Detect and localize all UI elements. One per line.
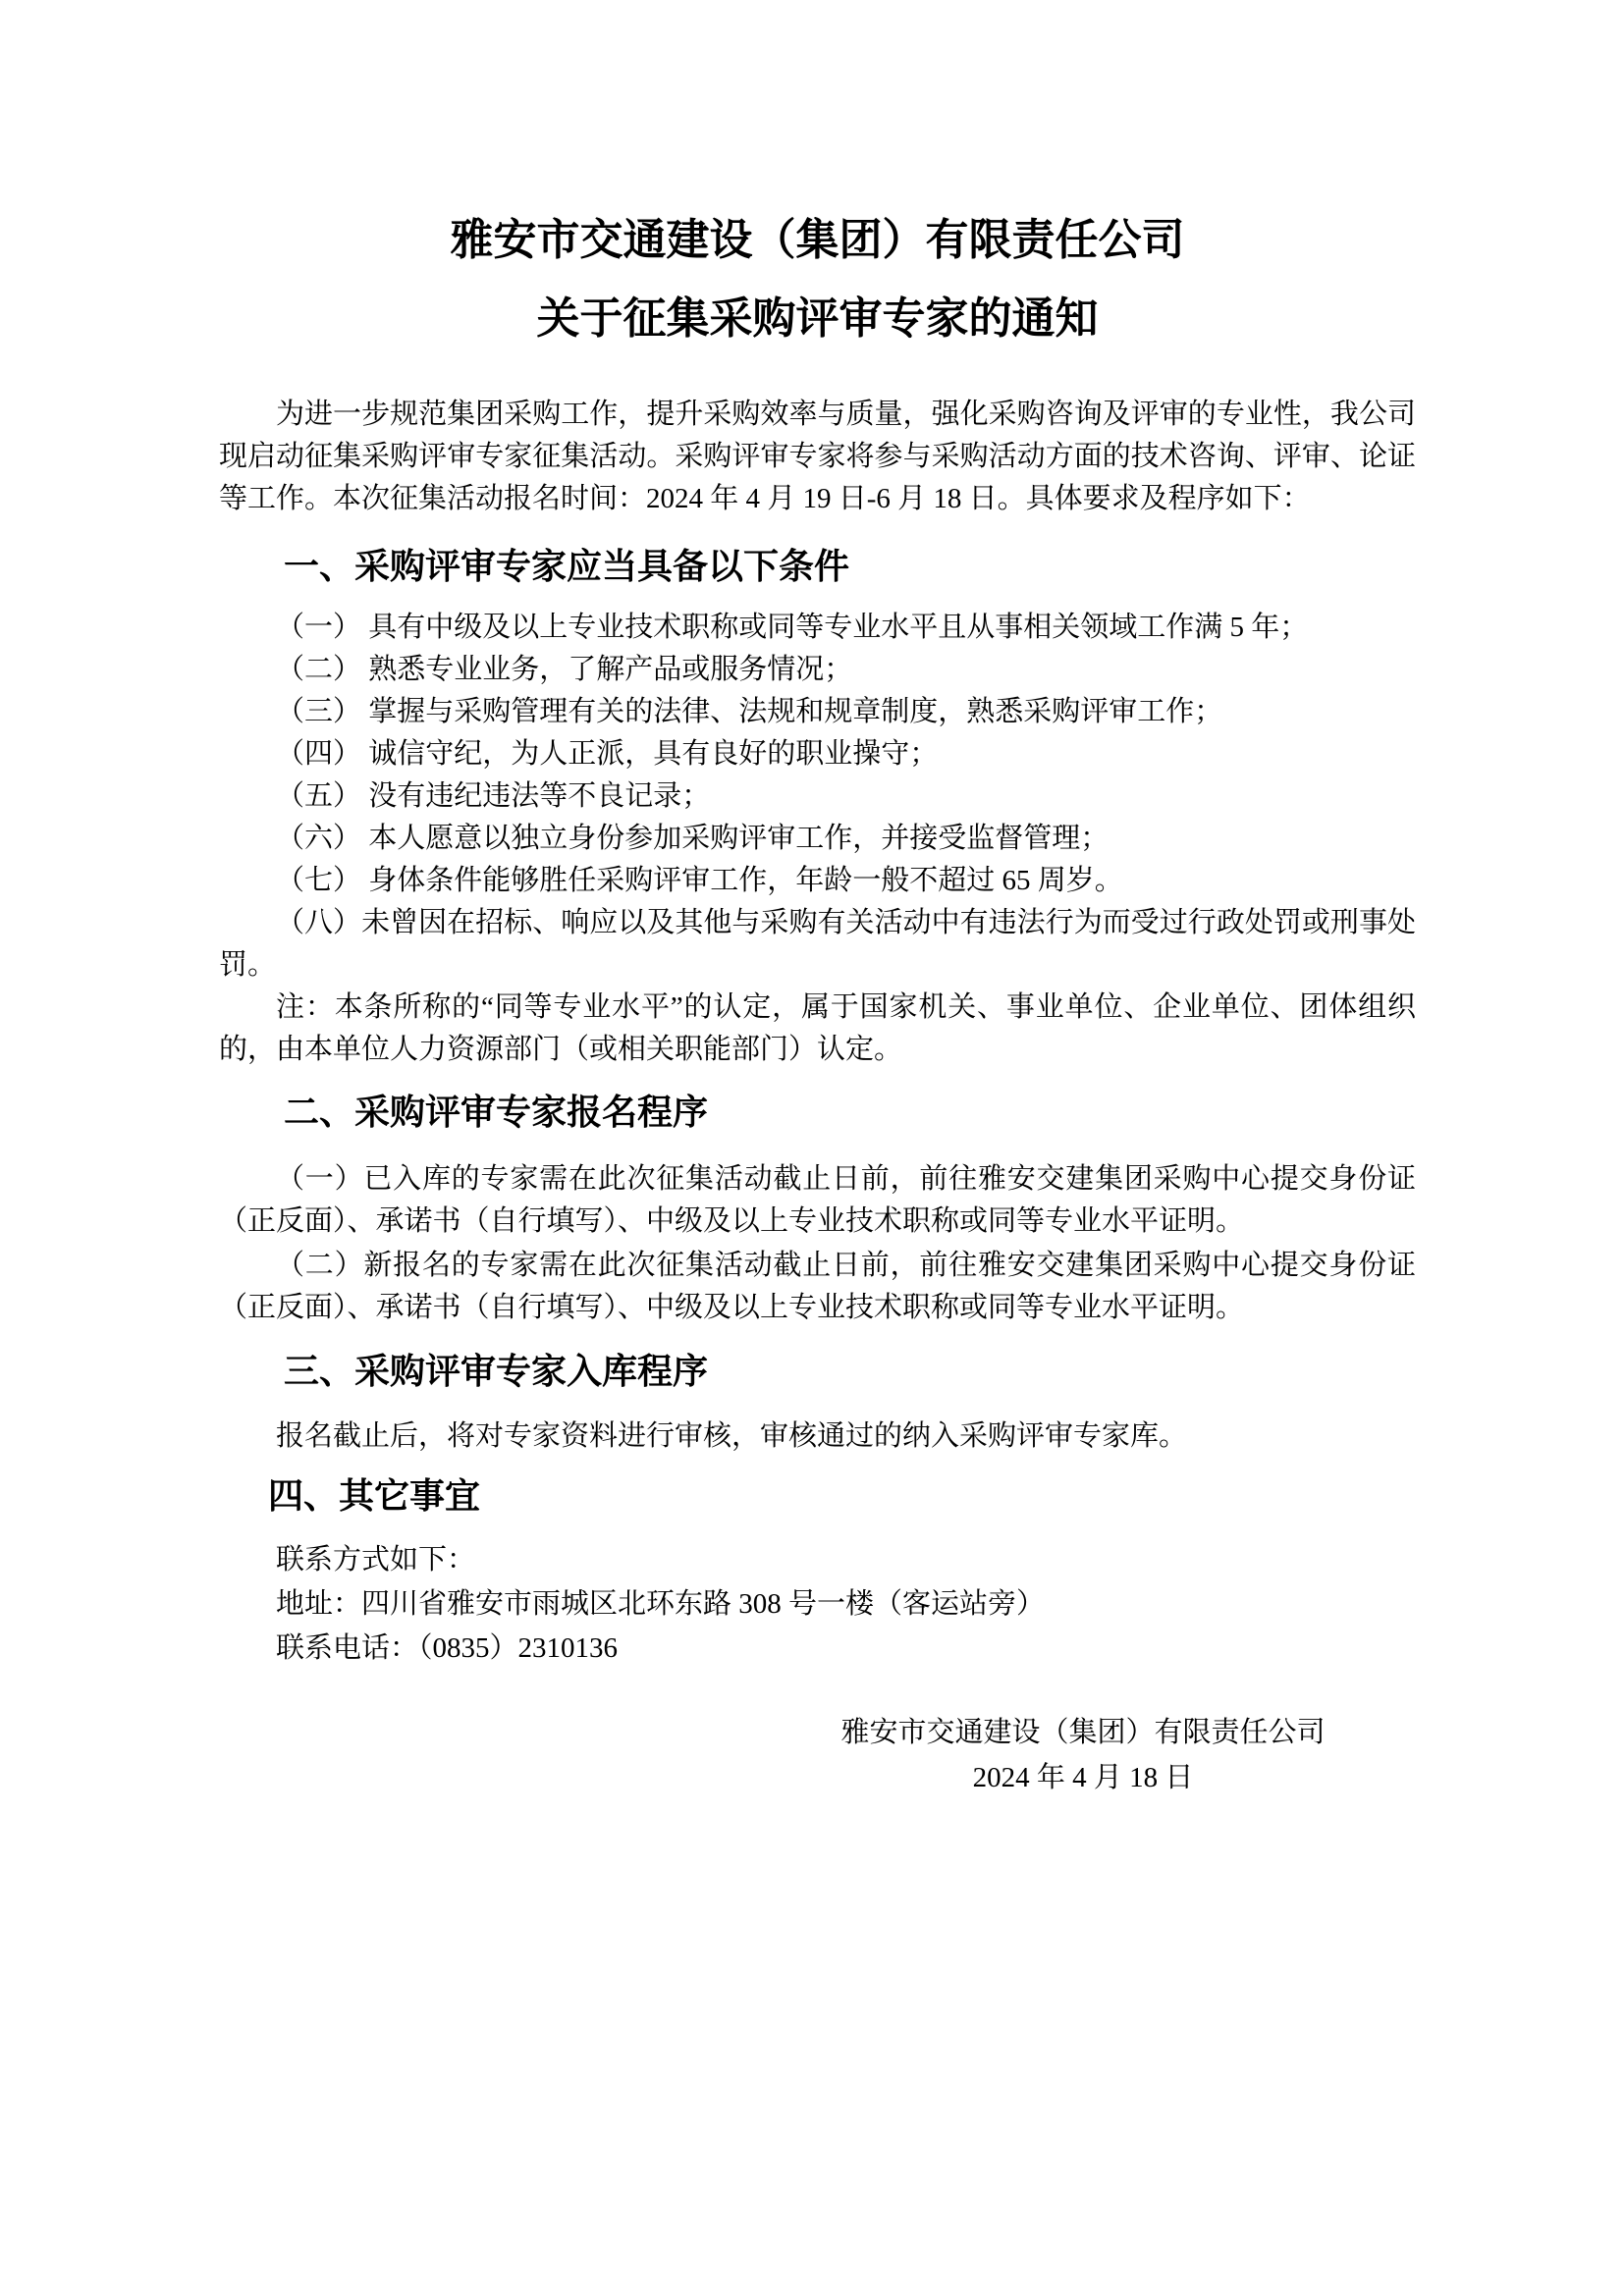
signature-company: 雅安市交通建设（集团）有限责任公司 bbox=[840, 1717, 1326, 1748]
document-title-company: 雅安市交通建设（集团）有限责任公司 bbox=[450, 216, 1185, 264]
signature-date: 2024 年 4 月 18 日 bbox=[972, 1762, 1194, 1793]
contact-address: 地址：四川省雅安市雨城区北环东路 308 号一楼（客运站旁） bbox=[276, 1588, 1046, 1620]
section1-item-4: （四） 诚信守纪，为人正派，具有良好的职业操守； bbox=[276, 738, 939, 770]
section2-item-2: （二）新报名的专家需在此次征集活动截止日前，前往雅安交建集团采购中心提交身份证（正反面）、承诺书（自行填写）、中级及以上专业技术职称或同等专业水平证明。 bbox=[219, 1250, 1416, 1323]
section2-heading: 二、采购评审专家报名程序 bbox=[284, 1092, 709, 1132]
intro-paragraph: 为进一步规范集团采购工作，提升采购效率与质量，强化采购咨询及评审的专业性，我公司现启动征集采购评审专家征集活动。采购评审专家将参与采购活动方面的技术咨询、评审、论证等工作。本次征集活动报名时间：2024 年 4 月 19 日-6 月 18 日。具体要求及程序如下： bbox=[219, 399, 1416, 514]
section1-item-5: （五） 没有违纪违法等不良记录； bbox=[276, 780, 711, 812]
section1-item-3: （三） 掌握与采购管理有关的法律、法规和规章制度，熟悉采购评审工作； bbox=[276, 696, 1223, 727]
section1-heading: 一、采购评审专家应当具备以下条件 bbox=[284, 546, 850, 586]
section1-item-6: （六） 本人愿意以独立身份参加采购评审工作，并接受监督管理； bbox=[276, 823, 1110, 854]
section1-item-1: （一） 具有中级及以上专业技术职称或同等专业水平且从事相关领域工作满 5 年； bbox=[276, 612, 1309, 643]
section3-heading: 三、采购评审专家入库程序 bbox=[284, 1351, 709, 1391]
section1-item-2: （二） 熟悉专业业务，了解产品或服务情况； bbox=[276, 654, 853, 685]
section2-item-1: （一）已入库的专家需在此次征集活动截止日前，前往雅安交建集团采购中心提交身份证（正反面）、承诺书（自行填写）、中级及以上专业技术职称或同等专业水平证明。 bbox=[219, 1163, 1416, 1237]
section1-item-8: （八）未曾因在招标、响应以及其他与采购有关活动中有违法行为而受过行政处罚或刑事处罚。 bbox=[219, 907, 1416, 981]
section1-item-7: （七） 身体条件能够胜任采购评审工作，年龄一般不超过 65 周岁。 bbox=[276, 865, 1123, 896]
signature-block bbox=[808, 1710, 1358, 1800]
document-title-subject: 关于征集采购评审专家的通知 bbox=[536, 294, 1099, 343]
section1-note: 注：本条所称的“同等专业水平”的认定，属于国家机关、事业单位、企业单位、团体组织的，由本单位人力资源部门（或相关职能部门）认定。 bbox=[219, 991, 1416, 1065]
contact-phone: 联系电话：（0835）2310136 bbox=[276, 1632, 619, 1664]
section3-body: 报名截止后，将对专家资料进行审核，审核通过的纳入采购评审专家库。 bbox=[276, 1420, 1188, 1452]
contact-intro: 联系方式如下： bbox=[276, 1544, 476, 1575]
section1-items bbox=[219, 607, 1416, 1071]
contact-block bbox=[219, 1538, 1416, 1671]
section4-heading: 四、其它事宜 bbox=[268, 1475, 481, 1516]
document-content bbox=[219, 211, 1416, 1800]
